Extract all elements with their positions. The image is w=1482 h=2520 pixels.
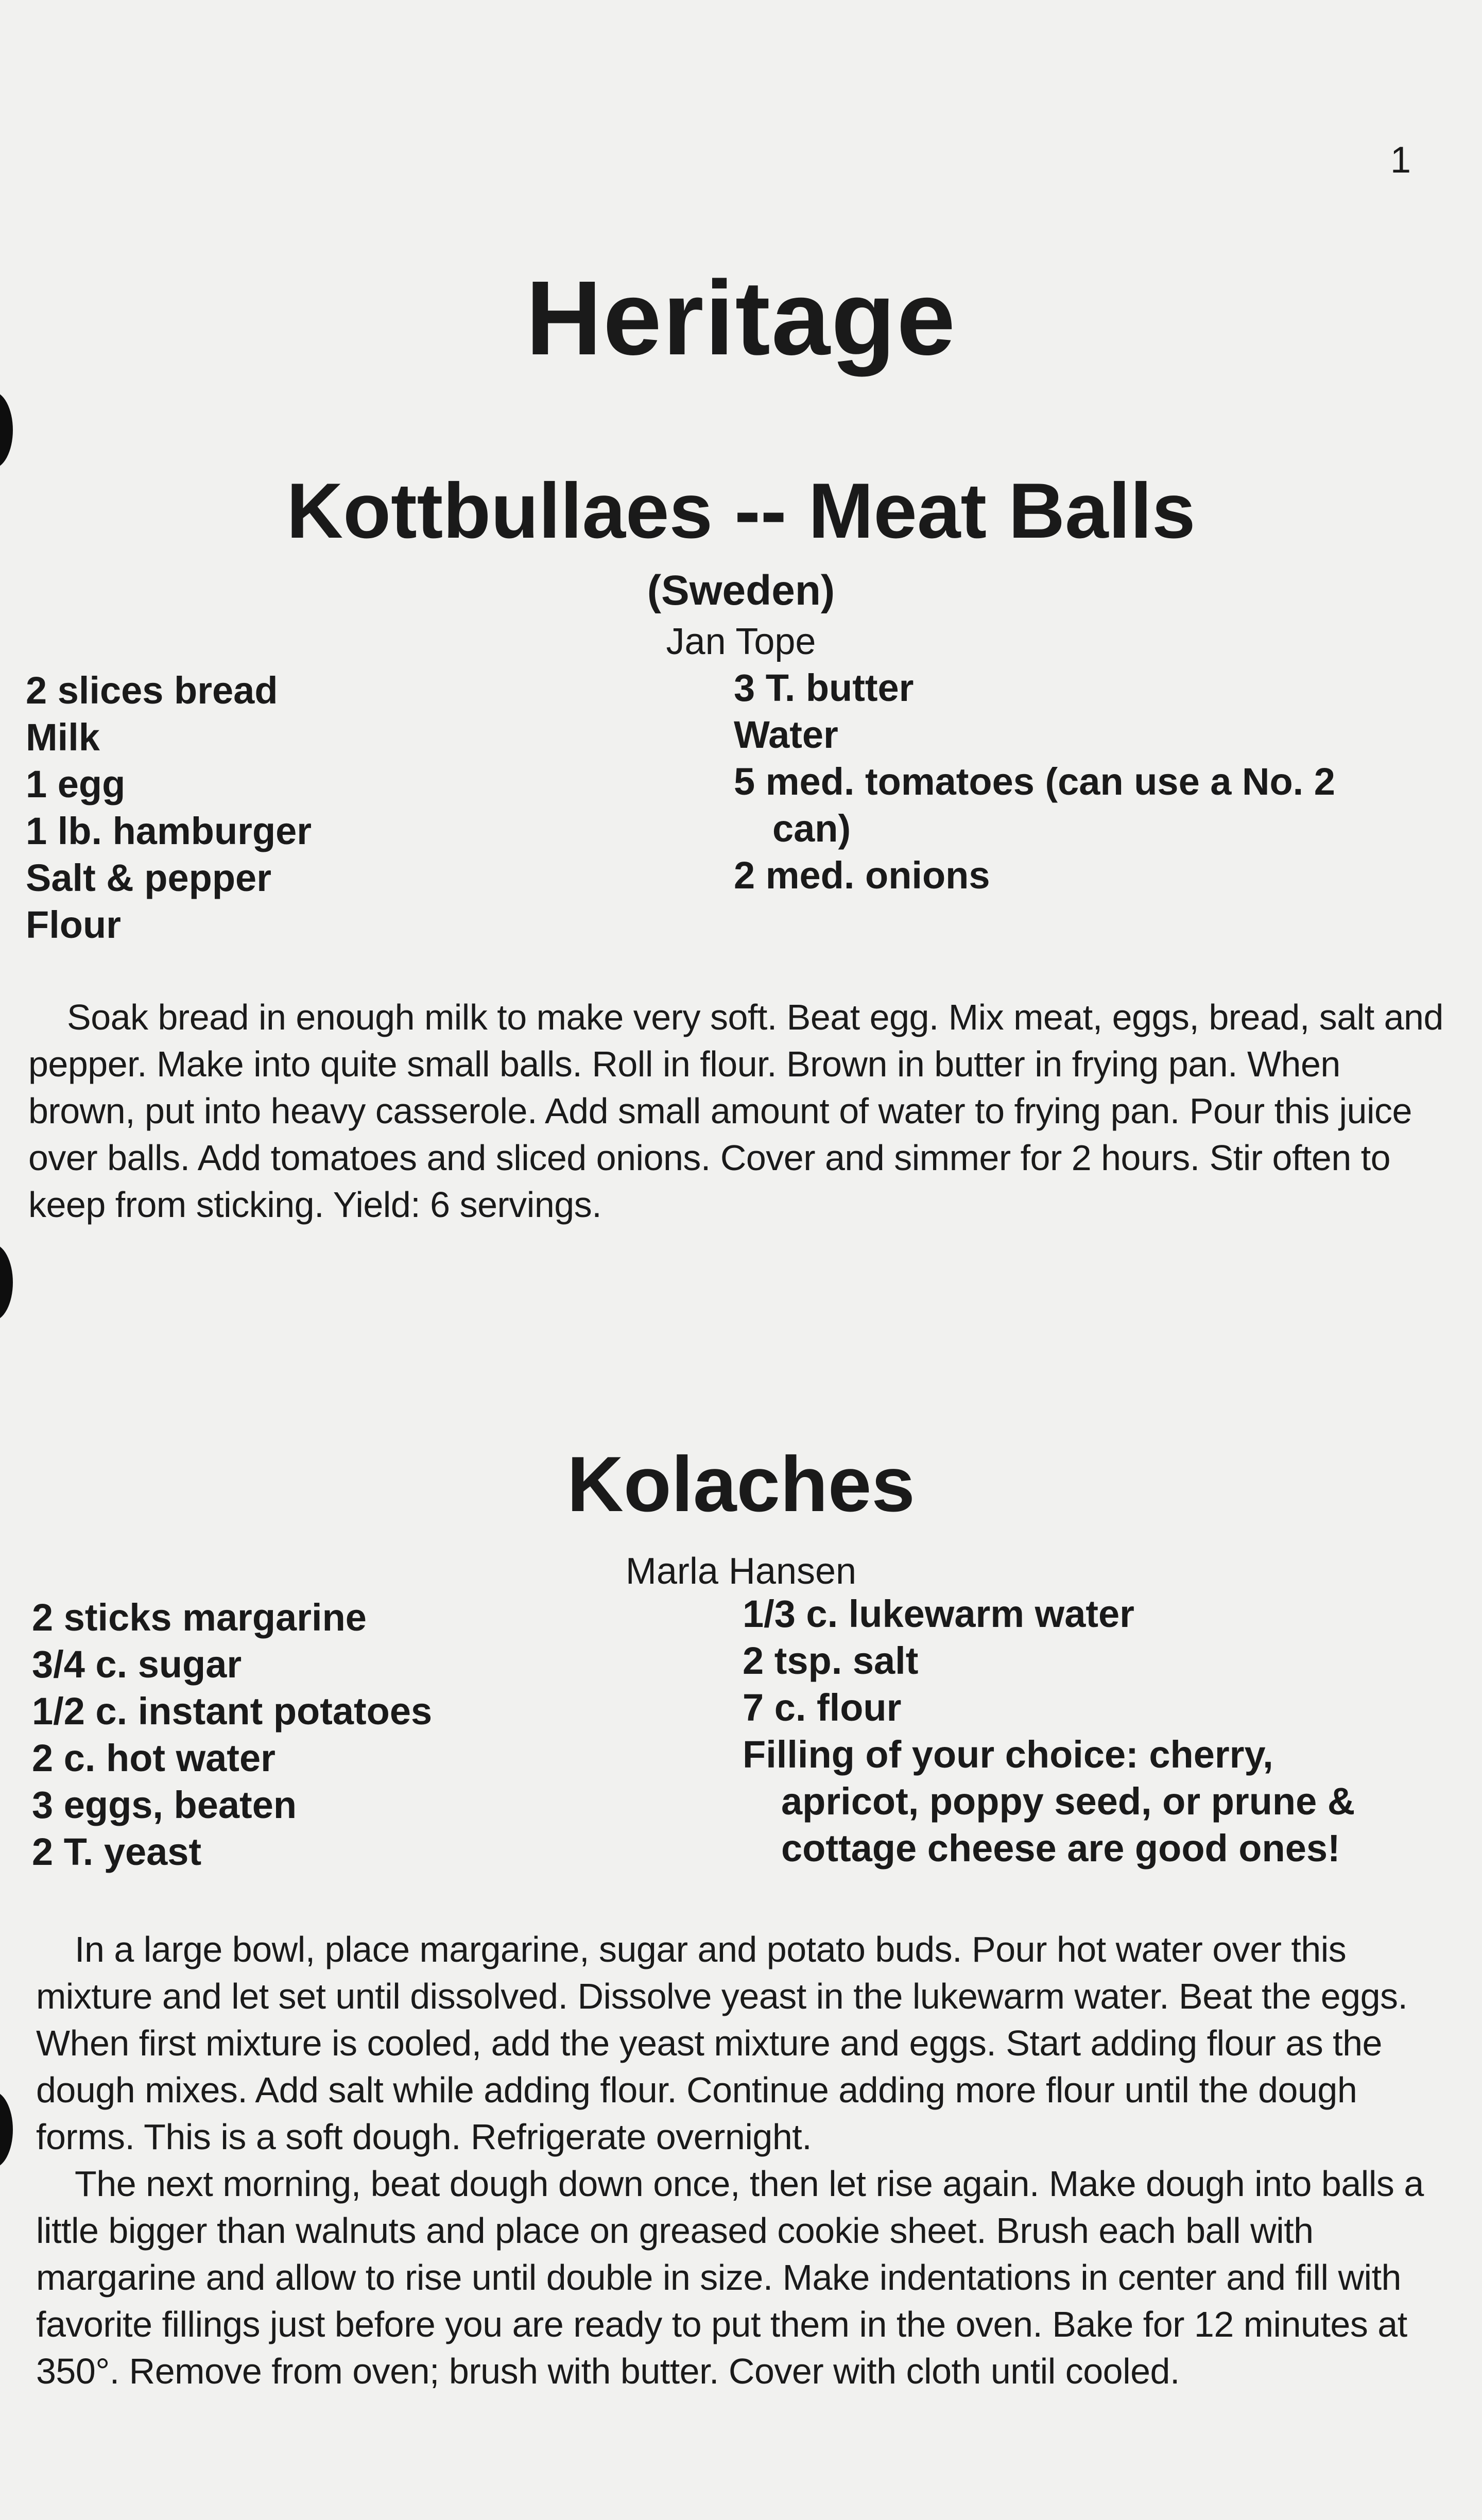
recipe-directions: The next morning, beat dough down once, then let rise again. Make dough into balls a little bigger than walnuts and place on greased cookie sheet. Brush each ball with margarine and allow to rise until double in size. Make indentations in center and fill with favorite fillings just before you are ready to put them in the oven. Bake for 12 minutes at 350°. Remove from oven; brush with butter. Cover with cloth until cooled. xyxy=(36,2164,1424,2391)
ingredient: Flour xyxy=(26,903,121,946)
ingredient: 5 med. tomatoes (can use a No. 2 xyxy=(734,760,1335,803)
binder-hole xyxy=(0,1244,13,1321)
ingredient: 1/3 c. lukewarm water xyxy=(743,1592,1134,1635)
ingredient: 3/4 c. sugar xyxy=(32,1643,242,1686)
ingredient: Salt & pepper xyxy=(26,856,271,899)
ingredient-list-left xyxy=(26,667,312,948)
ingredient-list-left xyxy=(32,1594,432,1875)
binder-hole xyxy=(0,391,13,469)
ingredient: 2 tsp. salt xyxy=(743,1639,919,1682)
ingredient: 2 med. onions xyxy=(734,854,990,897)
ingredient-list-right xyxy=(743,1590,1355,1872)
ingredient: Filling of your choice: cherry, xyxy=(743,1733,1273,1776)
ingredient: 2 T. yeast xyxy=(32,1830,202,1873)
ingredient: 1/2 c. instant potatoes xyxy=(32,1690,433,1733)
section-title: Heritage xyxy=(525,259,957,377)
recipe-title: Kolaches xyxy=(567,1441,915,1528)
ingredient-list-right xyxy=(734,664,1335,899)
ingredient: 1 egg xyxy=(26,763,126,805)
ingredient: 1 lb. hamburger xyxy=(26,810,312,852)
page-number: 1 xyxy=(1390,140,1411,181)
ingredient: 2 sticks margarine xyxy=(32,1596,367,1639)
ingredient: apricot, poppy seed, or prune & xyxy=(781,1780,1355,1823)
ingredient: Water xyxy=(734,713,838,756)
recipe-directions: In a large bowl, place margarine, sugar and potato buds. Pour hot water over this mixture and let set until dissolved. Dissolve yeast in the lukewarm water. Beat the eggs. When first mixture is cooled, add the yeast mixture and eggs. Start adding flour as the dough mixes. Add salt while adding flour. Continue adding more flour until the dough forms. This is a soft dough. Refrigerate overnight. xyxy=(36,1929,1408,2157)
recipe-directions: Soak bread in enough milk to make very soft. Beat egg. Mix meat, eggs, bread, salt and pepper. Make into quite small balls. Roll in flour. Brown in butter in frying pan. When brown, put into heavy casserole. Add small amount of water to frying pan. Pour this juice over balls. Add tomatoes and sliced onions. Cover and simmer for 2 hours. Stir often to keep from sticking. Yield: 6 servings. xyxy=(28,997,1443,1225)
recipe-author: Marla Hansen xyxy=(625,1551,857,1592)
recipe-origin: (Sweden) xyxy=(647,567,835,614)
ingredient: 3 eggs, beaten xyxy=(32,1784,297,1826)
ingredient: cottage cheese are good ones! xyxy=(781,1827,1340,1870)
ingredient: can) xyxy=(772,807,851,850)
ingredient: Milk xyxy=(26,716,100,759)
ingredient: 3 T. butter xyxy=(734,666,914,709)
ingredient: 7 c. flour xyxy=(743,1686,902,1729)
recipe-title: Kottbullaes -- Meat Balls xyxy=(286,467,1196,555)
ingredient: 2 c. hot water xyxy=(32,1737,275,1779)
ingredient: 2 slices bread xyxy=(26,669,278,712)
binder-hole xyxy=(0,2091,13,2168)
recipe-author: Jan Tope xyxy=(666,621,816,662)
